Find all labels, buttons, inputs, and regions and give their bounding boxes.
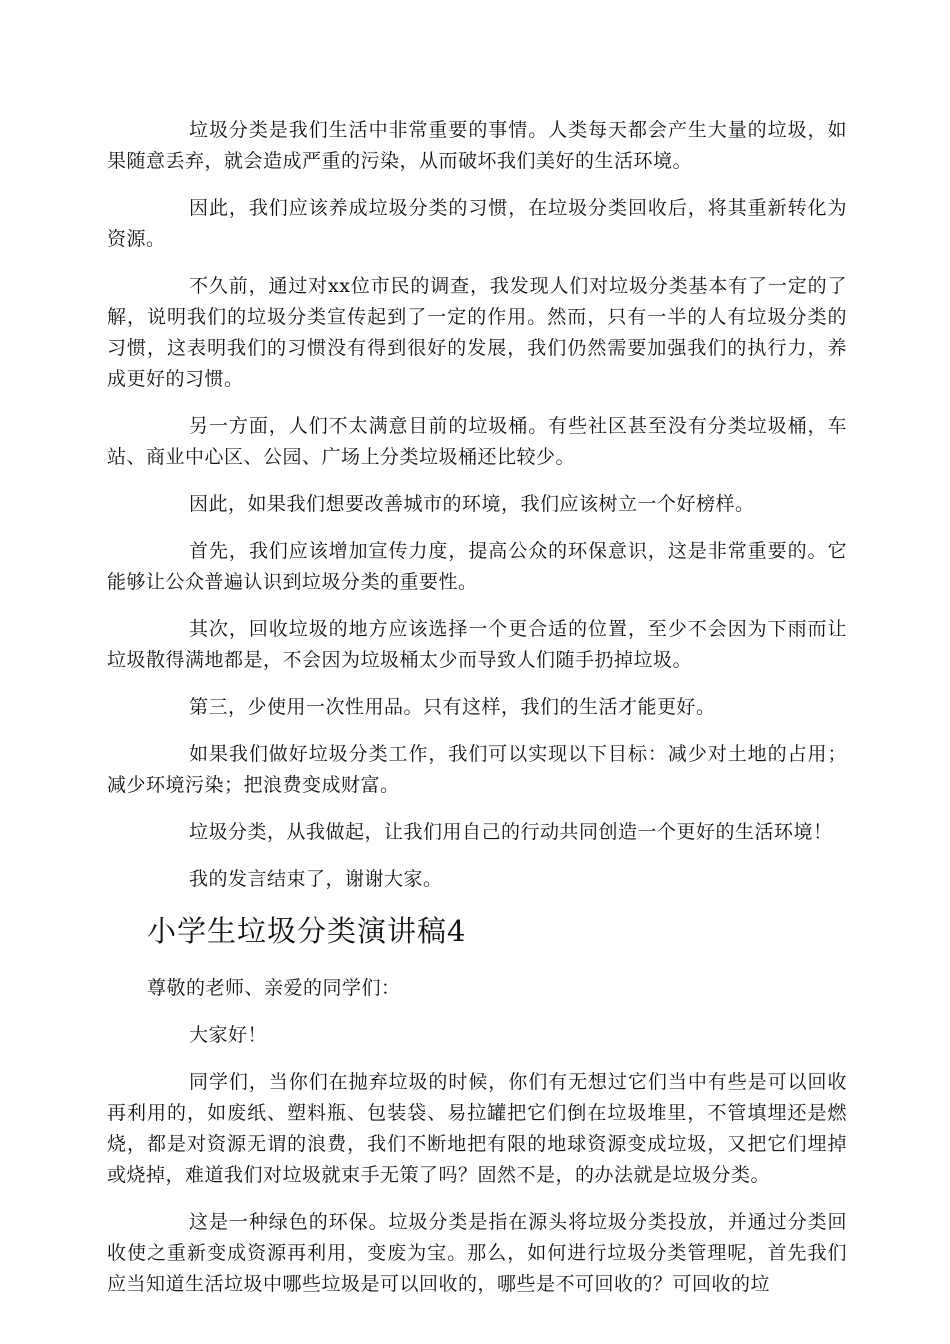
paragraph: 另一方面，人们不太满意目前的垃圾桶。有些社区甚至没有分类垃圾桶，车站、商业中心区、公园、广场上分类垃圾桶还比较少。 bbox=[107, 415, 847, 468]
document-body bbox=[107, 115, 847, 1316]
paragraph: 其次，回收垃圾的地方应该选择一个更合适的位置，至少不会因为下雨而让垃圾散得满地都是，不会因为垃圾桶太少而导致人们随手扔掉垃圾。 bbox=[107, 618, 847, 671]
paragraph: 因此，我们应该养成垃圾分类的习惯，在垃圾分类回收后，将其重新转化为资源。 bbox=[107, 197, 847, 250]
salutation: 尊敬的老师、亲爱的同学们： bbox=[147, 977, 401, 999]
paragraph: 因此，如果我们想要改善城市的环境，我们应该树立一个好榜样。 bbox=[189, 493, 755, 515]
paragraph: 不久前，通过对xx位市民的调查，我发现人们对垃圾分类基本有了一定的了解，说明我们的垃圾分类宣传起到了一定的作用。然而，只有一半的人有垃圾分类的习惯，这表明我们的习惯没有得到很好的发展，我们仍然需要加强我们的执行力，养成更好的习惯。 bbox=[107, 275, 847, 390]
paragraph: 首先，我们应该增加宣传力度，提高公众的环保意识，这是非常重要的。它能够让公众普遍认识到垃圾分类的重要性。 bbox=[107, 540, 847, 593]
paragraph: 大家好！ bbox=[189, 1024, 268, 1046]
paragraph: 我的发言结束了，谢谢大家。 bbox=[189, 868, 443, 890]
section-heading: 小学生垃圾分类演讲稿4 bbox=[147, 914, 467, 948]
paragraph: 第三，少使用一次性用品。只有这样，我们的生活才能更好。 bbox=[189, 696, 716, 718]
paragraph: 这是一种绿色的环保。垃圾分类是指在源头将垃圾分类投放，并通过分类回收使之重新变成资源再利用，变废为宝。那么，如何进行垃圾分类管理呢，首先我们应当知道生活垃圾中哪些垃圾是可以回收的，哪些是不可回收的？可回收的垃 bbox=[107, 1211, 847, 1295]
paragraph: 如果我们做好垃圾分类工作，我们可以实现以下目标：减少对土地的占用；减少环境污染；把浪费变成财富。 bbox=[107, 743, 847, 796]
paragraph: 垃圾分类，从我做起，让我们用自己的行动共同创造一个更好的生活环境！ bbox=[189, 821, 833, 843]
paragraph: 垃圾分类是我们生活中非常重要的事情。人类每天都会产生大量的垃圾，如果随意丢弃，就会造成严重的污染，从而破坏我们美好的生活环境。 bbox=[107, 119, 847, 172]
paragraph: 同学们，当你们在抛弃垃圾的时候，你们有无想过它们当中有些是可以回收再利用的，如废纸、塑料瓶、包装袋、易拉罐把它们倒在垃圾堆里，不管填埋还是燃烧，都是对资源无谓的浪费，我们不断地把有限的地球资源变成垃圾，又把它们埋掉或烧掉，难道我们对垃圾就束手无策了吗？固然不是，的办法就是垃圾分类。 bbox=[107, 1071, 847, 1186]
